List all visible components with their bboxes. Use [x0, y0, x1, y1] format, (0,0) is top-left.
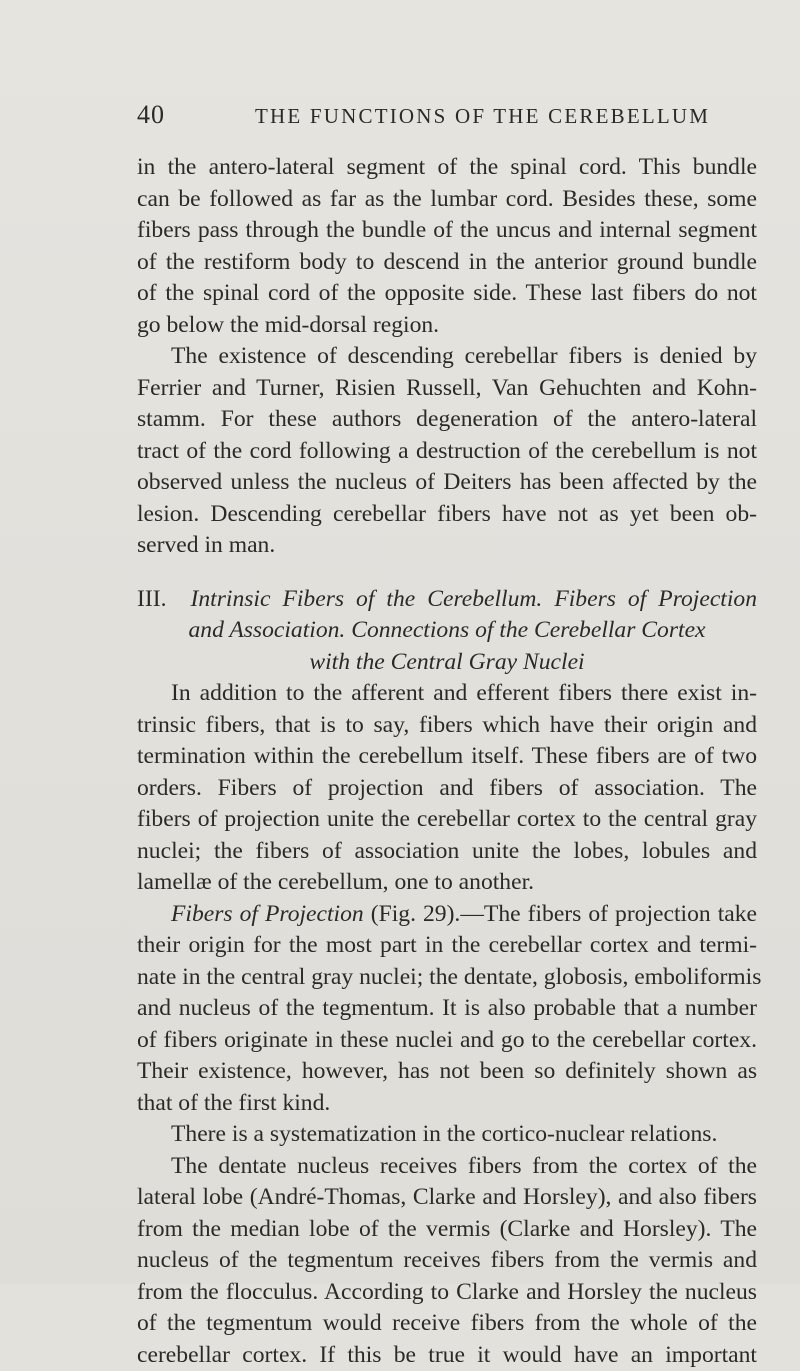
paragraph [137, 1151, 757, 1371]
text-line: The dentate nucleus receives fibers from the cortex of the [137, 1151, 757, 1183]
text-line: from the median lobe of the vermis (Clarke and Horsley). The [137, 1214, 757, 1246]
text-line: that of the first kind. [137, 1088, 757, 1120]
text-line: lateral lobe (André-Thomas, Clarke and Horsley), and also fibers [137, 1182, 757, 1214]
text-line: Their existence, however, has not been so definitely shown as [137, 1056, 757, 1088]
text-line: lesion. Descending cerebellar fibers have not as yet been ob- [137, 499, 757, 531]
text-line: in the antero-lateral segment of the spinal cord. This bundle [137, 152, 757, 184]
section-heading-line: and Association. Connections of the Cerebellar Cortex [137, 615, 757, 647]
body-text [137, 152, 757, 1371]
text-line: tract of the cord following a destruction of the cerebellum is not [137, 436, 757, 468]
text-line: lamellæ of the cerebellum, one to another. [137, 867, 757, 899]
text-line: There is a systematization in the cortico-nuclear relations. [137, 1119, 757, 1151]
section-gap [137, 562, 757, 584]
text-line: cerebellar cortex. If this be true it would have an important [137, 1340, 757, 1371]
text-line: The existence of descending cerebellar fibers is denied by [137, 341, 757, 373]
text-line: nucleus of the tegmentum receives fibers from the vermis and [137, 1245, 757, 1277]
section-heading-line [137, 584, 757, 616]
text-line: stamm. For these authors degeneration of the antero-lateral [137, 404, 757, 436]
text-line: trinsic fibers, that is to say, fibers which have their origin and [137, 710, 757, 742]
text-line: of the restiform body to descend in the anterior ground bundle [137, 247, 757, 279]
text-line: In addition to the afferent and efferent fibers there exist in- [137, 678, 757, 710]
text-line: and nucleus of the tegmentum. It is also probable that a number [137, 993, 757, 1025]
text-line: can be followed as far as the lumbar cord. Besides these, some [137, 184, 757, 216]
text-line: go below the mid-dorsal region. [137, 310, 757, 342]
text-line: from the flocculus. According to Clarke and Horsley the nucleus [137, 1277, 757, 1309]
text-line: of the tegmentum would receive fibers from the whole of the [137, 1308, 757, 1340]
text-line: nuclei; the fibers of association unite the lobes, lobules and [137, 836, 757, 868]
paragraph [137, 341, 757, 562]
text-line: termination within the cerebellum itself. These fibers are of two [137, 741, 757, 773]
text-line: orders. Fibers of projection and fibers of association. The [137, 773, 757, 805]
section-heading [137, 584, 757, 679]
paragraph-continued [137, 152, 757, 341]
text-line: fibers of projection unite the cerebellar cortex to the central gray [137, 804, 757, 836]
text-line: served in man. [137, 530, 757, 562]
text-line: of fibers originate in these nuclei and go to the cerebellar cortex. [137, 1025, 757, 1057]
paragraph [137, 678, 757, 899]
paragraph [137, 899, 757, 1120]
text-line: fibers pass through the bundle of the uncus and internal segment [137, 215, 757, 247]
paragraph [137, 1119, 757, 1151]
text-line: observed unless the nucleus of Deiters has been affected by the [137, 467, 757, 499]
text-line: their origin for the most part in the cerebellar cortex and termi- [137, 930, 757, 962]
text-line [137, 899, 757, 931]
page-number: 40 [137, 100, 165, 130]
text-line: nate in the central gray nuclei; the dentate, globosis, emboliformis [137, 962, 757, 994]
paragraph-lead-italic: Fibers of Projection [171, 901, 364, 927]
section-heading-line: with the Central Gray Nuclei [137, 647, 757, 679]
section-numeral: III. [137, 586, 166, 612]
running-head: THE FUNCTIONS OF THE CEREBELLUM [255, 104, 710, 129]
paragraph-lead-rest: (Fig. 29).—The fibers of projection take [364, 901, 757, 927]
page-header [137, 100, 757, 140]
text-line: of the spinal cord of the opposite side. These last fibers do not [137, 278, 757, 310]
section-title-text: Intrinsic Fibers of the Cerebellum. Fibers of Projection [191, 586, 758, 612]
text-line: Ferrier and Turner, Risien Russell, Van Gehuchten and Kohn- [137, 373, 757, 405]
